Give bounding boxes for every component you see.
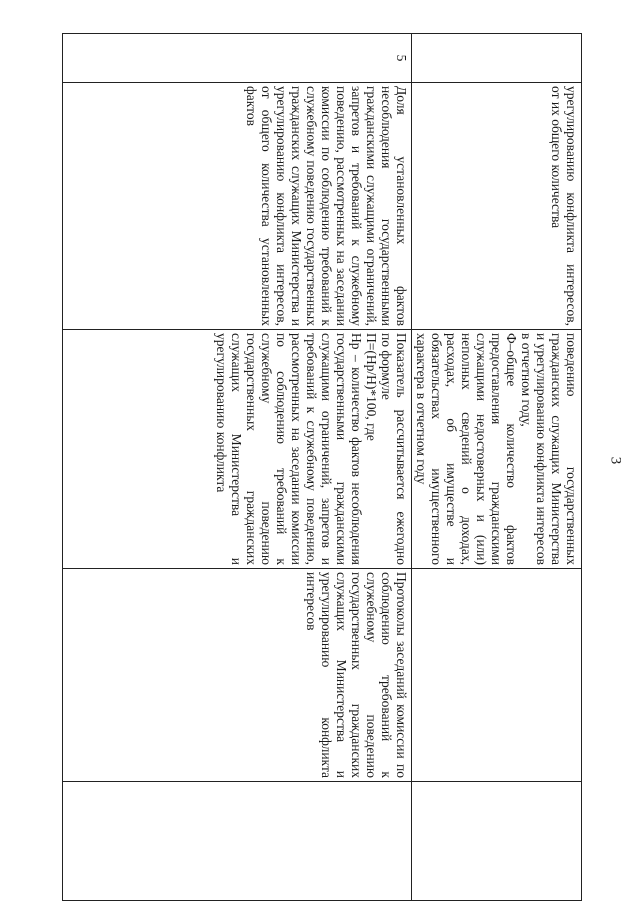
indicators-table (62, 33, 582, 901)
cell-calculation: поведению государственных гражданских служащих Министерства и урегулированию конфликта интересов в отчетном году, Ф–общее количество фактов предоставления гражданскими служащими недостоверных и (или) неполных сведений о доходах, расходах, об имуществе и обязательствах имущественного характера в отчетном году (412, 330, 582, 569)
rotated-table-wrapper (62, 33, 582, 865)
cell-number: 5 (63, 34, 412, 83)
cell-calculation: Показатель рассчитывается ежегодно по формуле П=(Нр/Н)*100, где Нр – количество фактов несоблюдения государственными гражданскими служащими ограничений, запретов и требований к служебному поведению, рассмотренных на заседании комиссии по соблюдению требований к служебному поведению государственных гражданских служащих Министерства и урегулированию конфликта (63, 330, 412, 569)
cell-source: Протоколы заседаний комиссии по соблюдению требований к служебному поведению государственных гражданских служащих Министерства и урегулированию конфликта интересов (63, 569, 412, 782)
cell-extra (412, 782, 582, 901)
cell-indicator-name: урегулированию конфликта интересов, от их общего количества (412, 83, 582, 330)
table-row (63, 34, 412, 901)
page-number: 3 (607, 456, 624, 465)
cell-extra (63, 782, 412, 901)
cell-indicator-name: Доля установленных фактов несоблюдения государственными гражданскими служащими ограничений, запретов и требований к служебному поведению, рассмотренных на заседании комиссии по соблюдению требований к служебному поведению государственных гражданских служащих Министерства и урегулированию конфликта интересов, от общего количества установленных фактов (63, 83, 412, 330)
cell-source (412, 569, 582, 782)
table-row (412, 34, 582, 901)
cell-number (412, 34, 582, 83)
